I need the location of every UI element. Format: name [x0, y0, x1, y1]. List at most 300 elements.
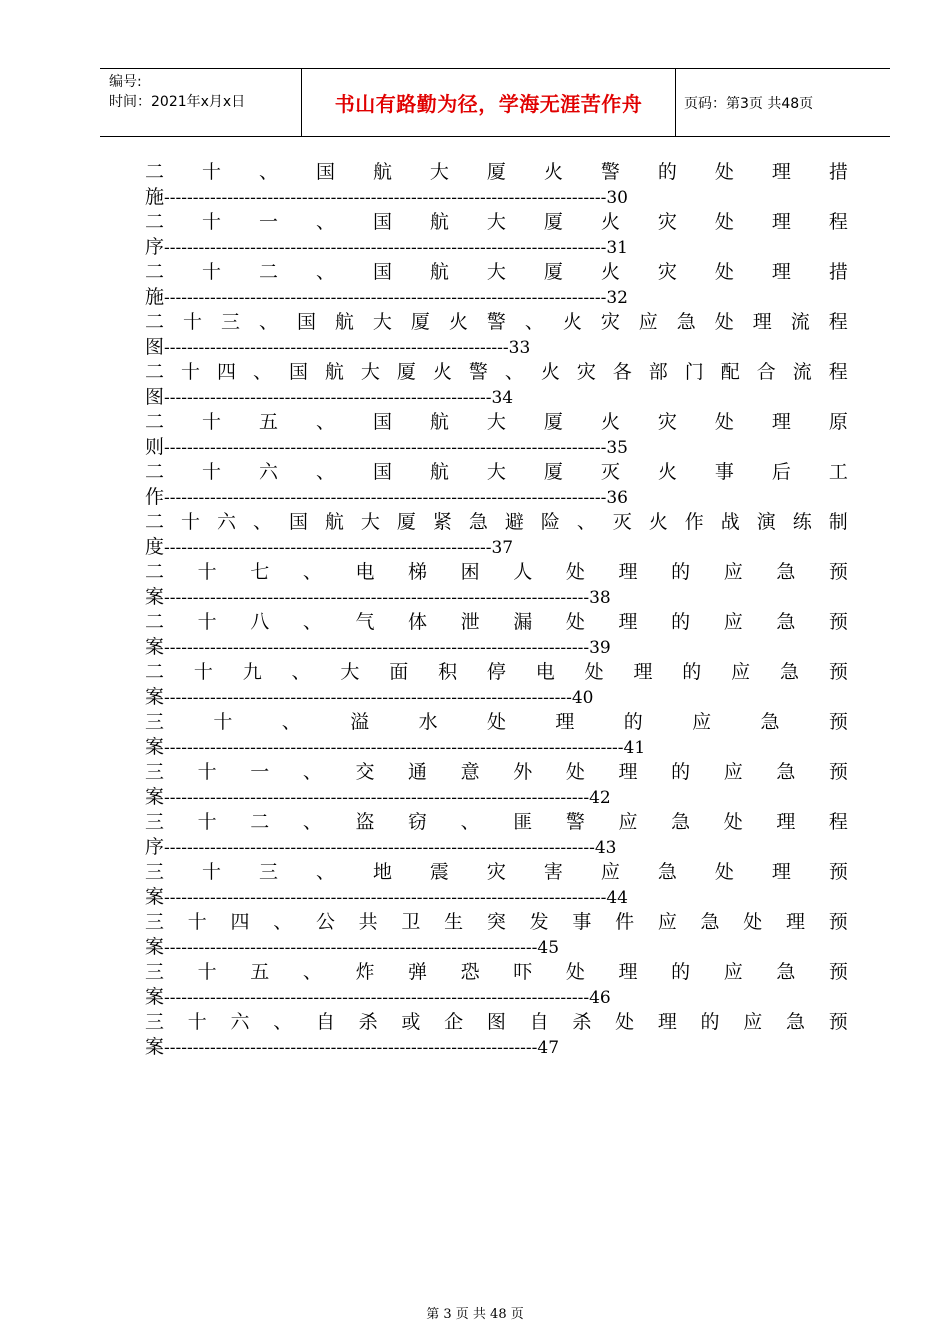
toc-title-char: 、: [302, 961, 322, 983]
toc-title-char: 十: [201, 861, 221, 883]
toc-title-char: 配: [720, 361, 740, 383]
toc-title-char: 作: [684, 511, 704, 533]
toc-title-char: 急: [776, 561, 796, 583]
toc-title-char: 处: [486, 711, 506, 733]
toc-title-char: 二: [250, 811, 270, 833]
toc-dot-leader: -----------------------------------------------------------------: [164, 1038, 538, 1058]
toc-title-char: 预: [828, 761, 848, 783]
toc-entry-title: [145, 760, 848, 785]
toc-title-char: 国: [372, 261, 392, 283]
toc-title-char: 应: [731, 661, 751, 683]
toc-page-number: 39: [589, 638, 611, 658]
toc-entry[interactable]: [145, 710, 848, 760]
toc-title-char: 理: [771, 411, 791, 433]
toc-title-char: 十: [213, 711, 233, 733]
toc-title-char: 应: [723, 561, 743, 583]
toc-title-char: 三: [145, 911, 165, 933]
toc-entry-leader: [145, 585, 848, 610]
toc-title-char: 大: [486, 461, 506, 483]
toc-title-char: 、: [315, 861, 335, 883]
toc-title-char: 部: [648, 361, 668, 383]
toc-entry-leader: [145, 685, 848, 710]
toc-title-char: 十: [193, 661, 213, 683]
toc-title-char: 航: [429, 211, 449, 233]
toc-title-char: 急: [676, 311, 696, 333]
toc-title-char: 件: [615, 911, 635, 933]
table-of-contents: [145, 160, 848, 1060]
toc-entry-leader: [145, 485, 848, 510]
toc-title-char: 、: [273, 1011, 293, 1033]
toc-title-char: 措: [828, 261, 848, 283]
toc-title-char: 应: [723, 761, 743, 783]
toc-title-char: 警: [600, 161, 620, 183]
header-meta: [100, 69, 301, 136]
toc-entry-leader: [145, 185, 848, 210]
toc-title-char: 、: [576, 511, 596, 533]
toc-entry[interactable]: [145, 860, 848, 910]
toc-entry[interactable]: [145, 560, 848, 610]
toc-title-char: 应: [600, 861, 620, 883]
toc-entry-leader: [145, 335, 848, 360]
toc-dot-leader: -----------------------------------------------------------------: [164, 938, 538, 958]
toc-title-char: 预: [828, 561, 848, 583]
toc-page-number: 36: [606, 488, 628, 508]
toc-title-char: 困: [460, 561, 480, 583]
toc-title-char: 气: [355, 611, 375, 633]
toc-entry-title: [145, 610, 848, 635]
toc-page-number: 32: [606, 288, 628, 308]
toc-title-char: 二: [145, 211, 165, 233]
toc-dot-leader: --------------------------------------------------------------------------: [164, 988, 590, 1008]
toc-entry[interactable]: [145, 410, 848, 460]
toc-title-char: 事: [572, 911, 592, 933]
toc-title-char: 十: [201, 461, 221, 483]
toc-title-char: 厦: [410, 311, 430, 333]
toc-title-char: 合: [756, 361, 776, 383]
toc-title-char: 五: [258, 411, 278, 433]
toc-dot-leader: ---------------------------------------------------------: [164, 388, 492, 408]
toc-dot-leader: --------------------------------------------------------------------------: [164, 588, 590, 608]
toc-title-char: 溢: [350, 711, 370, 733]
toc-title-char: 火: [648, 511, 668, 533]
toc-entry[interactable]: [145, 960, 848, 1010]
toc-title-last-char: 图: [145, 386, 165, 408]
toc-entry[interactable]: [145, 610, 848, 660]
toc-title-char: 的: [671, 561, 691, 583]
toc-entry-leader: [145, 285, 848, 310]
toc-page-number: 47: [537, 1038, 560, 1058]
toc-title-char: 、: [315, 261, 335, 283]
toc-title-char: 杀: [358, 1011, 378, 1033]
toc-title-char: 应: [657, 911, 677, 933]
toc-entry-leader: [145, 535, 848, 560]
toc-title-char: 十: [197, 611, 217, 633]
toc-entry[interactable]: [145, 810, 848, 860]
toc-title-char: 突: [486, 911, 506, 933]
toc-title-char: 急: [671, 811, 691, 833]
toc-entry[interactable]: [145, 260, 848, 310]
toc-title-char: 窃: [408, 811, 428, 833]
toc-title-char: 练: [792, 511, 812, 533]
toc-dot-leader: -----------------------------------------------------------------------: [164, 688, 572, 708]
toc-entry[interactable]: [145, 660, 848, 710]
toc-dot-leader: --------------------------------------------------------------------------: [164, 638, 590, 658]
toc-page-number: 38: [589, 588, 611, 608]
toc-dot-leader: -----------------------------------------------------------------------------: [164, 888, 607, 908]
toc-title-char: 一: [258, 211, 278, 233]
toc-title-char: 十: [201, 411, 221, 433]
toc-title-char: 流: [792, 361, 812, 383]
toc-title-char: 处: [714, 411, 734, 433]
toc-title-char: 理: [618, 561, 638, 583]
toc-page-number: 45: [537, 938, 560, 958]
toc-title-char: 、: [302, 561, 322, 583]
toc-title-char: 应: [743, 1011, 763, 1033]
toc-title-char: 理: [555, 711, 575, 733]
toc-title-char: 火: [448, 311, 468, 333]
toc-title-char: 三: [145, 761, 165, 783]
toc-title-char: 二: [258, 261, 278, 283]
toc-title-char: 预: [828, 961, 848, 983]
toc-title-char: 二: [145, 511, 165, 533]
toc-title-char: 十: [197, 961, 217, 983]
toc-title-char: 梯: [408, 561, 428, 583]
toc-entry-leader: [145, 735, 848, 760]
toc-title-char: 五: [250, 961, 270, 983]
toc-title-char: 害: [543, 861, 563, 883]
toc-title-char: 二: [145, 611, 165, 633]
toc-title-char: 、: [315, 211, 335, 233]
toc-title-char: 九: [242, 661, 262, 683]
toc-title-char: 措: [828, 161, 848, 183]
toc-title-char: 处: [714, 161, 734, 183]
toc-title-last-char: 案: [145, 1036, 165, 1058]
toc-title-char: 、: [281, 711, 301, 733]
toc-dot-leader: -----------------------------------------------------------------------------: [164, 188, 607, 208]
toc-title-char: 电: [535, 661, 555, 683]
toc-title-char: 国: [288, 361, 308, 383]
toc-entry-leader: [145, 835, 848, 860]
toc-title-last-char: 序: [145, 836, 165, 858]
toc-title-char: 火: [432, 361, 452, 383]
toc-title-char: 急: [776, 611, 796, 633]
toc-dot-leader: --------------------------------------------------------------------------------: [164, 738, 624, 758]
toc-entry-title: [145, 810, 848, 835]
toc-title-char: 十: [197, 561, 217, 583]
toc-title-char: 避: [504, 511, 524, 533]
toc-title-char: 处: [584, 661, 604, 683]
toc-entry[interactable]: [145, 1010, 848, 1060]
toc-title-char: 企: [444, 1011, 464, 1033]
toc-title-char: 警: [468, 361, 488, 383]
toc-title-char: 外: [513, 761, 533, 783]
toc-title-char: 二: [145, 661, 165, 683]
toc-title-char: 理: [771, 211, 791, 233]
toc-entry-leader: [145, 885, 848, 910]
toc-title-char: 国: [372, 411, 392, 433]
toc-entry-leader: [145, 635, 848, 660]
toc-entry-title: [145, 360, 848, 385]
toc-title-char: 理: [633, 661, 653, 683]
toc-title-last-char: 则: [145, 436, 165, 458]
toc-title-char: 十: [201, 261, 221, 283]
toc-page-number: 40: [571, 688, 594, 708]
toc-title-char: 应: [638, 311, 658, 333]
toc-title-char: 四: [216, 361, 236, 383]
toc-title-char: 十: [201, 161, 221, 183]
toc-title-char: 预: [828, 1011, 848, 1033]
toc-title-char: 程: [828, 311, 848, 333]
toc-title-char: 急: [468, 511, 488, 533]
document-header: [100, 68, 890, 137]
toc-title-char: 盗: [355, 811, 375, 833]
toc-title-char: 后: [771, 461, 791, 483]
toc-title-char: 流: [790, 311, 810, 333]
toc-title-char: 火: [600, 261, 620, 283]
toc-title-char: 十: [180, 511, 200, 533]
toc-title-char: 急: [760, 711, 780, 733]
toc-title-char: 、: [524, 311, 544, 333]
toc-title-char: 大: [372, 311, 392, 333]
toc-title-char: 战: [720, 511, 740, 533]
toc-title-char: 演: [756, 511, 776, 533]
toc-title-char: 水: [418, 711, 438, 733]
toc-title-char: 处: [723, 811, 743, 833]
toc-title-char: 灾: [657, 411, 677, 433]
toc-title-char: 国: [372, 461, 392, 483]
toc-dot-leader: ---------------------------------------------------------------------------: [164, 838, 595, 858]
toc-title-char: 杀: [572, 1011, 592, 1033]
toc-title-char: 险: [540, 511, 560, 533]
toc-title-char: 灭: [612, 511, 632, 533]
toc-title-char: 急: [657, 861, 677, 883]
toc-entry[interactable]: [145, 460, 848, 510]
toc-title-char: 体: [408, 611, 428, 633]
toc-entry[interactable]: [145, 760, 848, 810]
toc-title-char: 三: [220, 311, 240, 333]
toc-title-char: 火: [540, 361, 560, 383]
toc-title-char: 、: [315, 461, 335, 483]
toc-title-char: 理: [776, 811, 796, 833]
toc-title-char: 匪: [513, 811, 533, 833]
toc-title-char: 的: [671, 611, 691, 633]
toc-title-char: 原: [828, 411, 848, 433]
toc-title-char: 火: [657, 461, 677, 483]
toc-title-char: 国: [296, 311, 316, 333]
toc-title-last-char: 施: [145, 186, 165, 208]
toc-title-char: 处: [714, 261, 734, 283]
page-label: 页码：第3页 共48页: [684, 95, 814, 112]
toc-title-char: 六: [258, 461, 278, 483]
toc-title-char: 大: [486, 211, 506, 233]
toc-entry-title: [145, 410, 848, 435]
toc-title-char: 二: [145, 361, 165, 383]
toc-title-char: 积: [438, 661, 458, 683]
toc-title-last-char: 案: [145, 986, 165, 1008]
toc-title-char: 国: [372, 211, 392, 233]
toc-title-char: 灾: [657, 211, 677, 233]
toc-title-char: 事: [714, 461, 734, 483]
toc-title-char: 弹: [408, 961, 428, 983]
toc-title-char: 厦: [543, 461, 563, 483]
toc-title-char: 厦: [486, 161, 506, 183]
toc-title-char: 地: [372, 861, 392, 883]
toc-title-char: 预: [828, 711, 848, 733]
toc-title-char: 的: [671, 761, 691, 783]
toc-title-char: 厦: [396, 511, 416, 533]
toc-title-char: 处: [565, 761, 585, 783]
motto: 书山有路勤为径，学海无涯苦作舟: [301, 69, 676, 136]
toc-title-char: 七: [250, 561, 270, 583]
toc-entry-title: [145, 1010, 848, 1035]
toc-title-char: 国: [288, 511, 308, 533]
toc-title-char: 预: [828, 661, 848, 683]
toc-title-char: 、: [302, 611, 322, 633]
toc-page-number: 43: [594, 838, 617, 858]
toc-title-char: 、: [252, 361, 272, 383]
toc-title-char: 、: [460, 811, 480, 833]
toc-title-char: 三: [145, 1011, 165, 1033]
toc-title-char: 的: [682, 661, 702, 683]
number-label: 编号:: [109, 74, 142, 90]
toc-title-char: 门: [684, 361, 704, 383]
toc-entry-leader: [145, 235, 848, 260]
toc-title-last-char: 案: [145, 736, 165, 758]
toc-title-char: 图: [486, 1011, 506, 1033]
toc-title-char: 火: [600, 211, 620, 233]
toc-title-char: 电: [355, 561, 375, 583]
toc-title-char: 、: [252, 511, 272, 533]
toc-title-last-char: 施: [145, 286, 165, 308]
toc-page-number: 35: [606, 438, 628, 458]
toc-title-char: 大: [340, 661, 360, 683]
toc-entry[interactable]: [145, 510, 848, 560]
toc-title-char: 灭: [600, 461, 620, 483]
toc-title-char: 或: [401, 1011, 421, 1033]
toc-title-last-char: 案: [145, 586, 165, 608]
toc-entry-title: [145, 460, 848, 485]
toc-title-char: 处: [714, 211, 734, 233]
toc-title-char: 急: [776, 961, 796, 983]
toc-title-char: 一: [250, 761, 270, 783]
toc-dot-leader: -----------------------------------------------------------------------------: [164, 488, 607, 508]
toc-title-char: 、: [504, 361, 524, 383]
toc-title-char: 应: [618, 811, 638, 833]
toc-title-last-char: 案: [145, 786, 165, 808]
toc-title-char: 航: [324, 361, 344, 383]
toc-title-char: 十: [197, 761, 217, 783]
toc-title-char: 预: [828, 611, 848, 633]
toc-title-char: 程: [828, 811, 848, 833]
toc-title-char: 厦: [543, 211, 563, 233]
toc-title-char: 理: [771, 261, 791, 283]
toc-title-char: 急: [776, 761, 796, 783]
toc-title-char: 生: [444, 911, 464, 933]
toc-page-number: 41: [623, 738, 646, 758]
toc-title-char: 三: [145, 961, 165, 983]
toc-title-char: 灾: [486, 861, 506, 883]
toc-title-char: 航: [429, 261, 449, 283]
toc-title-char: 二: [145, 161, 165, 183]
toc-title-char: 制: [828, 511, 848, 533]
toc-title-char: 处: [743, 911, 763, 933]
toc-title-char: 理: [657, 1011, 677, 1033]
toc-title-char: 自: [315, 1011, 335, 1033]
toc-title-char: 三: [145, 711, 165, 733]
toc-title-char: 、: [291, 661, 311, 683]
toc-title-char: 工: [828, 461, 848, 483]
toc-title-char: 程: [828, 361, 848, 383]
toc-dot-leader: -----------------------------------------------------------------------------: [164, 238, 607, 258]
toc-title-char: 火: [600, 411, 620, 433]
toc-title-char: 、: [273, 911, 293, 933]
toc-title-char: 理: [786, 911, 806, 933]
toc-dot-leader: ---------------------------------------------------------: [164, 538, 492, 558]
toc-title-char: 自: [529, 1011, 549, 1033]
toc-title-char: 吓: [513, 961, 533, 983]
toc-title-char: 的: [623, 711, 643, 733]
toc-page-number: 31: [606, 238, 628, 258]
toc-title-char: 六: [216, 511, 236, 533]
toc-title-char: 急: [700, 911, 720, 933]
toc-title-char: 共: [358, 911, 378, 933]
toc-title-char: 警: [565, 811, 585, 833]
toc-title-char: 厦: [543, 411, 563, 433]
toc-entry-title: [145, 310, 848, 335]
toc-title-char: 的: [657, 161, 677, 183]
toc-title-char: 三: [145, 811, 165, 833]
toc-title-char: 震: [429, 861, 449, 883]
toc-entry[interactable]: [145, 210, 848, 260]
toc-title-char: 大: [486, 411, 506, 433]
time-label: 时间：2021年x月x日: [109, 94, 246, 110]
toc-title-char: 的: [700, 1011, 720, 1033]
toc-title-char: 理: [618, 761, 638, 783]
toc-title-char: 火: [543, 161, 563, 183]
toc-page-number: 34: [491, 388, 514, 408]
toc-title-char: 处: [714, 861, 734, 883]
toc-title-char: 四: [230, 911, 250, 933]
toc-title-char: 厦: [396, 361, 416, 383]
toc-title-char: 泄: [460, 611, 480, 633]
toc-page-number: 37: [491, 538, 514, 558]
toc-entry-title: [145, 960, 848, 985]
toc-title-char: 漏: [513, 611, 533, 633]
toc-title-char: 灾: [600, 311, 620, 333]
toc-title-char: 、: [315, 411, 335, 433]
toc-entry[interactable]: [145, 910, 848, 960]
toc-title-char: 应: [692, 711, 712, 733]
toc-title-char: 二: [145, 411, 165, 433]
toc-title-char: 处: [615, 1011, 635, 1033]
toc-title-char: 灾: [576, 361, 596, 383]
toc-entry-title: [145, 510, 848, 535]
toc-entry-leader: [145, 985, 848, 1010]
toc-entry-title: [145, 210, 848, 235]
toc-page-number: 30: [606, 188, 628, 208]
toc-title-char: 大: [429, 161, 449, 183]
toc-title-last-char: 作: [145, 486, 165, 508]
toc-title-char: 十: [187, 1011, 207, 1033]
toc-title-char: 人: [513, 561, 533, 583]
toc-entry[interactable]: [145, 310, 848, 360]
toc-entry[interactable]: [145, 360, 848, 410]
toc-title-char: 火: [562, 311, 582, 333]
toc-title-char: 理: [618, 611, 638, 633]
toc-title-char: 十: [197, 811, 217, 833]
toc-title-char: 面: [389, 661, 409, 683]
toc-entry[interactable]: [145, 160, 848, 210]
